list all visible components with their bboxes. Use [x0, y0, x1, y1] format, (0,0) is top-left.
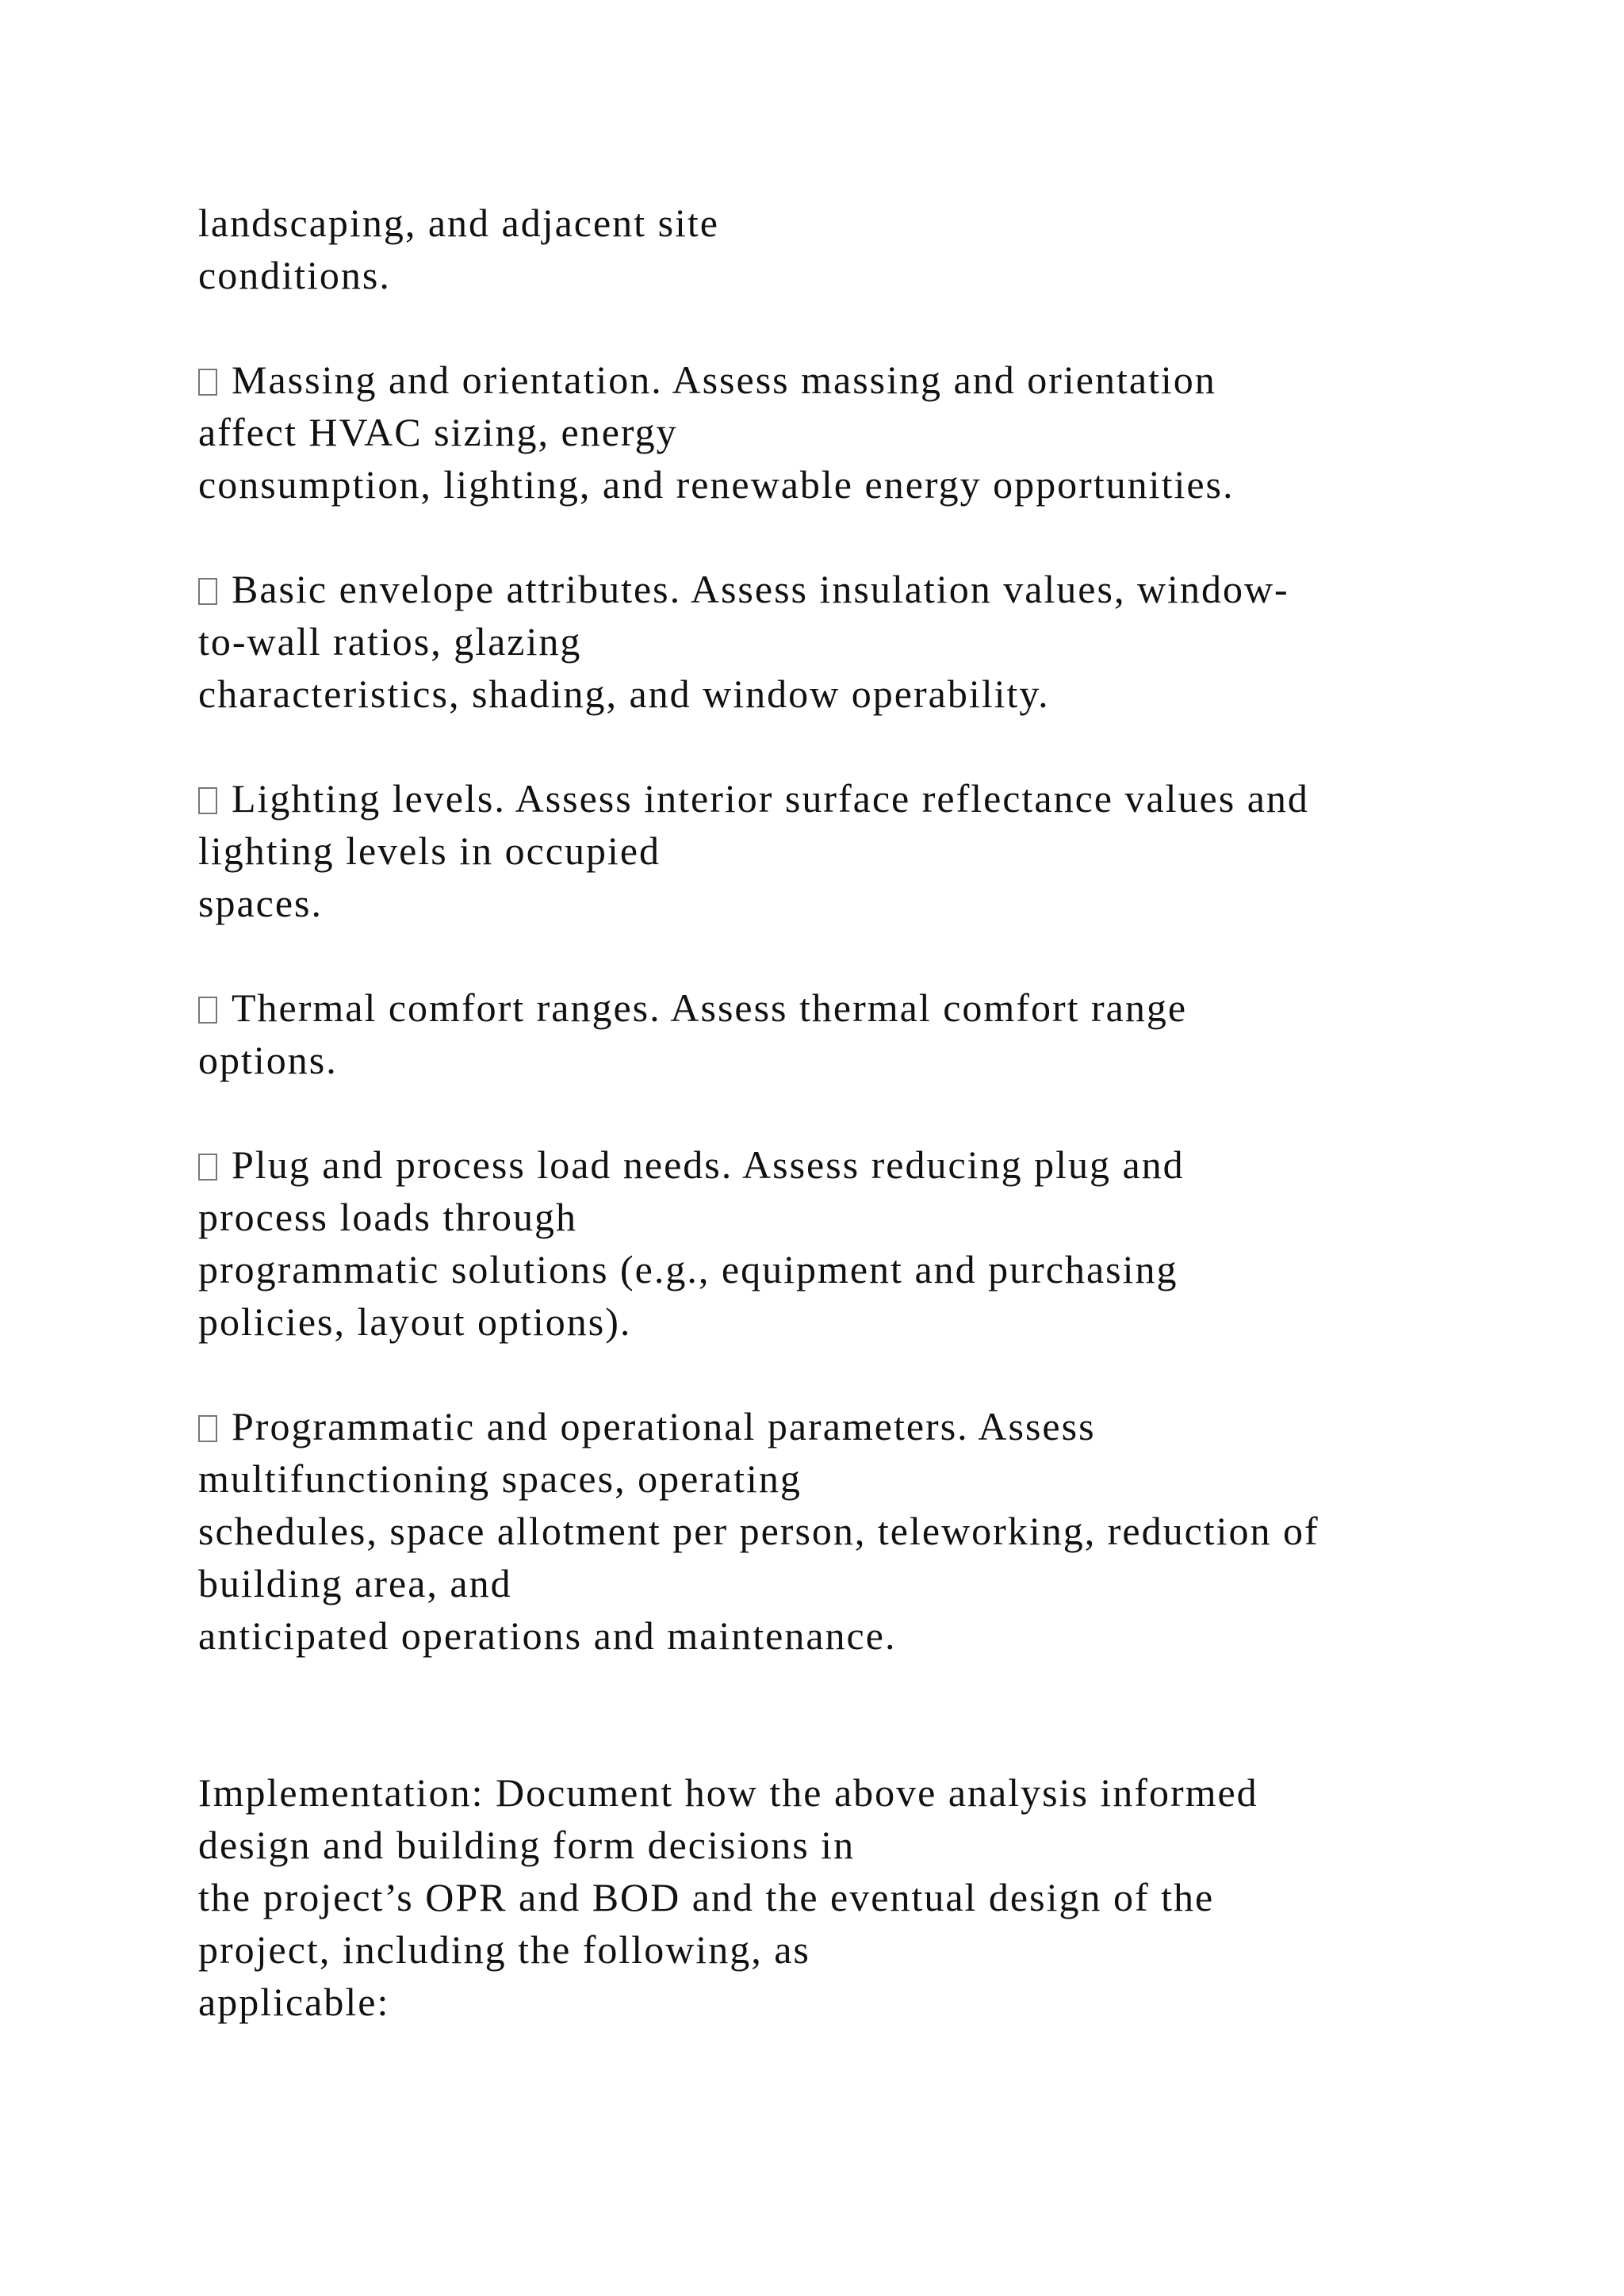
text-line: spaces. [198, 881, 323, 925]
text-line: conditions. [198, 253, 391, 297]
text-line: Thermal comfort ranges. Assess thermal comfort range [232, 985, 1188, 1030]
text-line: to-wall ratios, glazing [198, 619, 582, 664]
text-line: building area, and [198, 1561, 512, 1605]
implementation-paragraph [198, 1766, 1499, 2028]
bullet-first-line [198, 354, 1499, 406]
paragraph-spacer [198, 1086, 1499, 1138]
text-line: Massing and orientation. Assess massing and orientation [232, 358, 1216, 402]
text-line: Implementation: Document how the above analysis informed [198, 1770, 1258, 1815]
text-line: multifunctioning spaces, operating [198, 1456, 802, 1501]
text-line: lighting levels in occupied [198, 828, 661, 873]
text-line: consumption, lighting, and renewable energy opportunities. [198, 462, 1235, 507]
text-line: Lighting levels. Assess interior surface reflectance values and [232, 776, 1309, 821]
bullet-envelope-attributes [198, 563, 1499, 720]
bullet-thermal-comfort [198, 982, 1499, 1086]
text-line: design and building form decisions in [198, 1823, 856, 1867]
bullet-box-icon [198, 369, 217, 396]
bullet-programmatic-operational [198, 1400, 1499, 1662]
bullet-box-icon [198, 578, 217, 605]
paragraph-spacer [198, 720, 1499, 772]
text-line: policies, layout options). [198, 1299, 632, 1344]
bullet-plug-process-loads [198, 1138, 1499, 1348]
bullet-first-line [198, 563, 1499, 615]
text-line: the project’s OPR and BOD and the eventual design of the [198, 1875, 1215, 1919]
text-line: programmatic solutions (e.g., equipment and purchasing [198, 1247, 1178, 1292]
text-line: project, including the following, as [198, 1927, 810, 1972]
bullet-first-line [198, 982, 1499, 1034]
bullet-box-icon [198, 1415, 217, 1442]
text-line: applicable: [198, 1980, 390, 2024]
paragraph-spacer [198, 511, 1499, 563]
intro-paragraph [198, 197, 1499, 301]
bullet-lighting-levels [198, 772, 1499, 929]
text-line: Programmatic and operational parameters. Assess [232, 1404, 1096, 1448]
text-line: landscaping, and adjacent site [198, 201, 719, 245]
bullet-box-icon [198, 997, 217, 1024]
text-line: schedules, space allotment per person, teleworking, reduction of [198, 1509, 1320, 1553]
bullet-first-line [198, 1400, 1499, 1452]
text-line: process loads through [198, 1195, 578, 1239]
text-line: anticipated operations and maintenance. [198, 1613, 897, 1658]
bullet-massing-orientation [198, 354, 1499, 511]
bullet-first-line [198, 772, 1499, 825]
text-line: affect HVAC sizing, energy [198, 410, 678, 454]
bullet-first-line [198, 1138, 1499, 1191]
text-line: characteristics, shading, and window operability. [198, 672, 1050, 716]
text-line: Basic envelope attributes. Assess insulation values, window- [232, 567, 1289, 611]
bullet-box-icon [198, 787, 217, 814]
text-line: options. [198, 1038, 338, 1082]
bullet-box-icon [198, 1154, 217, 1181]
document-body [198, 197, 1499, 2028]
paragraph-spacer [198, 929, 1499, 982]
paragraph-spacer [198, 301, 1499, 354]
paragraph-spacer [198, 1662, 1499, 1766]
text-line: Plug and process load needs. Assess reducing plug and [232, 1142, 1185, 1187]
paragraph-spacer [198, 1348, 1499, 1400]
